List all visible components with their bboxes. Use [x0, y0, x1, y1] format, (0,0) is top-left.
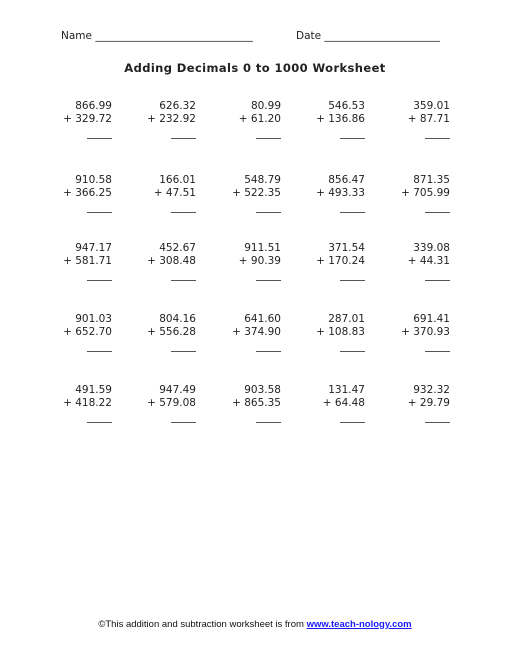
problem-top-number: 339.08 [413, 242, 450, 254]
problem-top-number: 871.35 [413, 174, 450, 186]
problem-top-number: 131.47 [328, 384, 365, 396]
date-field[interactable]: Date ______________________ [296, 30, 440, 42]
problem [380, 174, 450, 217]
problem [126, 174, 196, 217]
problem-top-number: 546.53 [328, 100, 365, 112]
problem-bottom-number: + 705.99 [401, 187, 450, 199]
problem-bottom-number: + 47.51 [153, 187, 196, 199]
problem-top-number: 910.58 [75, 174, 112, 186]
answer-line[interactable] [171, 138, 196, 139]
problem-bottom-number: + 44.31 [407, 255, 450, 267]
problem-top-number: 626.32 [159, 100, 196, 112]
problem-bottom-number: + 64.48 [322, 397, 365, 409]
problem [211, 174, 281, 217]
footer [0, 619, 510, 630]
problem [42, 100, 112, 143]
problem-top-number: 80.99 [250, 100, 281, 112]
problem-row-1 [0, 100, 510, 160]
answer-line[interactable] [425, 280, 450, 281]
problem-bottom-number: + 493.33 [316, 187, 365, 199]
problem [380, 100, 450, 143]
problem-top-number: 856.47 [328, 174, 365, 186]
problem-top-number: 371.54 [328, 242, 365, 254]
problem-bottom-number: + 418.22 [63, 397, 112, 409]
problem-bottom-number: + 366.25 [63, 187, 112, 199]
problem-top-number: 166.01 [159, 174, 196, 186]
answer-line[interactable] [87, 138, 112, 139]
answer-line[interactable] [340, 280, 365, 281]
answer-line[interactable] [340, 212, 365, 213]
problem-bottom-number: + 108.83 [316, 326, 365, 338]
problem [380, 384, 450, 427]
answer-line[interactable] [171, 351, 196, 352]
problem-bottom-number: + 581.71 [63, 255, 112, 267]
problem-top-number: 866.99 [75, 100, 112, 112]
problem-bottom-number: + 232.92 [147, 113, 196, 125]
answer-line[interactable] [425, 351, 450, 352]
answer-line[interactable] [87, 351, 112, 352]
problem [126, 313, 196, 356]
problem-bottom-number: + 374.90 [232, 326, 281, 338]
problem-top-number: 947.49 [159, 384, 196, 396]
problem-top-number: 911.51 [244, 242, 281, 254]
problem-bottom-number: + 170.24 [316, 255, 365, 267]
worksheet-title: Adding Decimals 0 to 1000 Worksheet [124, 61, 386, 75]
answer-line[interactable] [171, 280, 196, 281]
problem-bottom-number: + 556.28 [147, 326, 196, 338]
answer-line[interactable] [256, 422, 281, 423]
problem [295, 100, 365, 143]
footer-text: ©This addition and subtraction worksheet is from [98, 619, 307, 630]
answer-line[interactable] [425, 138, 450, 139]
answer-line[interactable] [340, 422, 365, 423]
problem [42, 313, 112, 356]
answer-line[interactable] [425, 212, 450, 213]
problem-bottom-number: + 87.71 [407, 113, 450, 125]
problem-top-number: 452.67 [159, 242, 196, 254]
problem-bottom-number: + 370.93 [401, 326, 450, 338]
problem-top-number: 491.59 [75, 384, 112, 396]
answer-line[interactable] [256, 138, 281, 139]
problem-bottom-number: + 329.72 [63, 113, 112, 125]
problem [126, 100, 196, 143]
problem [211, 313, 281, 356]
problem-top-number: 903.58 [244, 384, 281, 396]
problem [295, 242, 365, 285]
problem [295, 384, 365, 427]
problem [42, 174, 112, 217]
name-field[interactable]: Name ______________________________ [61, 30, 253, 42]
problem-row-5 [0, 384, 510, 444]
problem-bottom-number: + 652.70 [63, 326, 112, 338]
problem-row-4 [0, 313, 510, 373]
problem-top-number: 932.32 [413, 384, 450, 396]
problem [126, 242, 196, 285]
problem-top-number: 641.60 [244, 313, 281, 325]
answer-line[interactable] [256, 280, 281, 281]
problem-top-number: 947.17 [75, 242, 112, 254]
problem [380, 242, 450, 285]
problem-top-number: 287.01 [328, 313, 365, 325]
problem-bottom-number: + 136.86 [316, 113, 365, 125]
problem-bottom-number: + 579.08 [147, 397, 196, 409]
problem [211, 242, 281, 285]
problem-row-2 [0, 174, 510, 234]
problem [380, 313, 450, 356]
answer-line[interactable] [340, 138, 365, 139]
problem-top-number: 359.01 [413, 100, 450, 112]
problem-top-number: 691.41 [413, 313, 450, 325]
answer-line[interactable] [256, 212, 281, 213]
problem-bottom-number: + 865.35 [232, 397, 281, 409]
answer-line[interactable] [87, 280, 112, 281]
problem-top-number: 804.16 [159, 313, 196, 325]
answer-line[interactable] [171, 212, 196, 213]
problem-bottom-number: + 522.35 [232, 187, 281, 199]
answer-line[interactable] [87, 212, 112, 213]
problem [295, 313, 365, 356]
answer-line[interactable] [256, 351, 281, 352]
problem [42, 242, 112, 285]
answer-line[interactable] [87, 422, 112, 423]
problem [211, 100, 281, 143]
footer-link[interactable]: www.teach-nology.com [306, 619, 412, 630]
worksheet-header [0, 30, 510, 44]
answer-line[interactable] [425, 422, 450, 423]
answer-line[interactable] [171, 422, 196, 423]
problem-top-number: 901.03 [75, 313, 112, 325]
problem [42, 384, 112, 427]
problem-bottom-number: + 29.79 [407, 397, 450, 409]
problem-bottom-number: + 61.20 [238, 113, 281, 125]
answer-line[interactable] [340, 351, 365, 352]
problem [295, 174, 365, 217]
problem-row-3 [0, 242, 510, 302]
problem-bottom-number: + 90.39 [238, 255, 281, 267]
problem [211, 384, 281, 427]
problem-bottom-number: + 308.48 [147, 255, 196, 267]
problem [126, 384, 196, 427]
problem-top-number: 548.79 [244, 174, 281, 186]
